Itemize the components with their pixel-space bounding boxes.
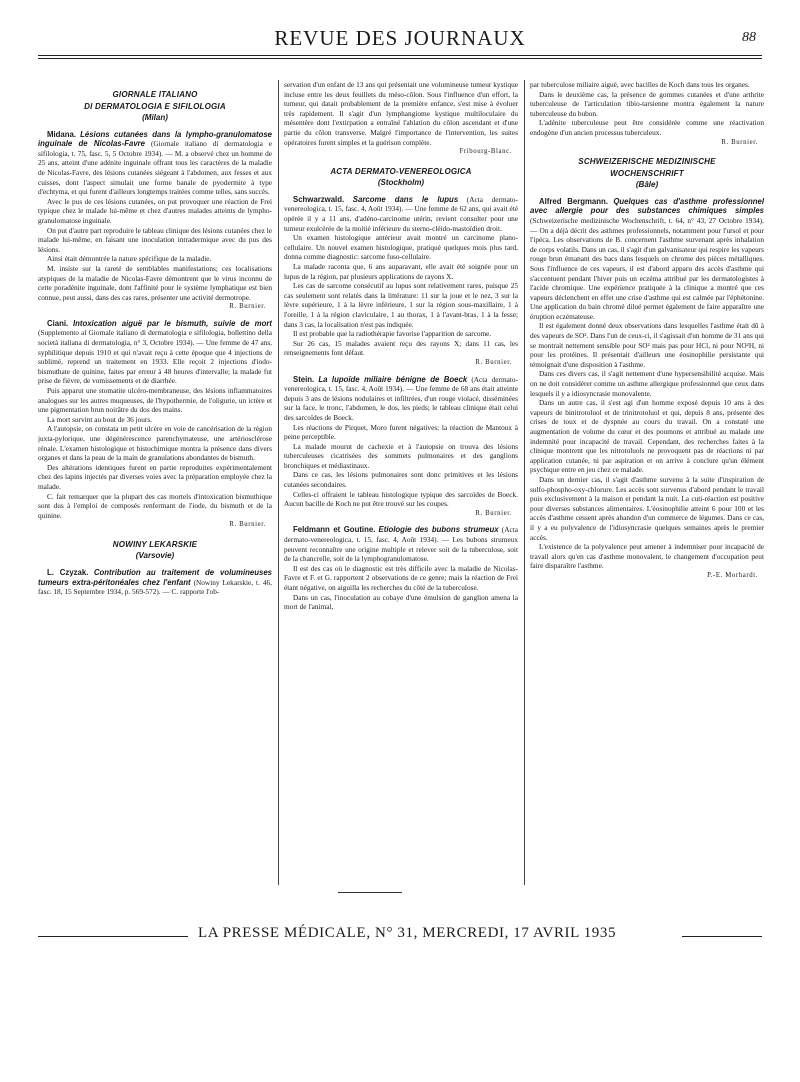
footer-text: LA PRESSE MÉDICALE, N° 31, MERCREDI, 17 AVRIL 1935: [198, 925, 617, 941]
article-abstract: [284, 195, 518, 233]
article-title: Etiologie des bubons strumeux: [378, 525, 499, 535]
reviewer-signature: Fribourg-Blanc.: [459, 148, 512, 156]
article-author: Alfred Bergmann.: [539, 196, 608, 206]
reviewer-signature: P.-E. Morhardt.: [707, 571, 758, 579]
running-head: [38, 26, 762, 54]
footer-rule-left: [38, 936, 188, 937]
journal-city: (Varsovie): [135, 551, 175, 561]
paragraph: Dans ce cas, les lésions pulmonaires sont donc primitives et les lésions cutanées secondaires.: [284, 470, 518, 490]
paragraph: Les réactions de Pirquet, Moro furent négatives; la réaction de Mantoux à peine perceptible.: [284, 422, 518, 442]
article-text: (Acta dermato-venereologica, t. 15, fasc. 4, Août 1934). — Une femme de 68 ans était atteinte depuis 3 ans de lésions nodulaires et infiltrées, d'un rouge violacé, disséminées sur la face, le tronc, l'abdomen, le dos, les pieds; le tableau clinique était celui des sarcoïdes de Boeck.: [284, 374, 518, 422]
article-author: Schwarzwald.: [293, 194, 345, 204]
footer-rule-right: [682, 936, 762, 937]
paragraph: La malade raconta que, 6 ans auparavant, elle avait été soignée pour un lupus de la région, par plusieurs applications de rayons X.: [284, 262, 518, 281]
column-1: [38, 80, 272, 880]
paragraph: Dans un autre cas, il s'est agi d'un homme exposé depuis 10 ans à des vapeurs de binitrotoluol et de trinitrotoluol et qui, depuis 8 ans, présente des crises de toux et de dyspnée au cours du travail. On a constaté une augmentation de volume du cœur et des poumons et attribué au malade une indemnité pour incapacité de travail. Cependant, des recherches faites à la clinique montrent que les nitrotoluols ne provoquent pas de réactions ni par application cutanée, ni par aspiration et on arrive à conclure qu'un élément psychique entre en jeu chez ce malade.: [530, 398, 764, 475]
article-author: Stein.: [293, 374, 315, 384]
paragraph: Sur 26 cas, 15 malades avaient reçu des rayons X; dans 11 cas, les renseignements font défaut.: [284, 338, 518, 358]
article-text: (Nowiny Lekarskie, t. 46, fasc. 18, 15 Septembre 1934, p. 569-572). — C. rapporte l'ob-: [38, 577, 272, 597]
article-title: Lésions cutanées dans la lympho-granulomatose inguinale de Nicolas-Favre: [38, 129, 272, 149]
paragraph: A l'autopsie, on constata un petit ulcère en voie de cancérisation de la région juxta-pylorique, une dégénérescence parenchymateuse, une artériosclérose rénale. L'examen histologique et histochimique montra la présence dans divers organes et dans la peau de la main de granulations abondantes de bismuth.: [38, 424, 272, 463]
paragraph: Celles-ci offraient le tableau histologique typique des sarcoïdes de Boeck. Aucun bacille de Koch ne put être trouvé sur les coupes.: [284, 489, 518, 509]
paragraph: Avec le pus de ces lésions cutanées, on put provoquer une réaction de Frei typique chez le malade lui-même et chez d'autres malades atteints de lympho-granulomatose inguinale.: [38, 196, 272, 225]
column-3: [530, 80, 764, 880]
paragraph: L'existence de la polyvalence peut amener à indemniser pour incapacité de travail alors qu'en cas d'asthme monovalent, le changement d'occupation peut faire disparaître l'asthme.: [530, 542, 764, 571]
article-text: (Giornale italiano di dermatologia e sifilologia, t. 75, fasc. 5, 5 Octobre 1934). — M. a observé chez un homme de 25 ans, atteint d'une adénite inguinale offrant tous les caractères de la maladie de Nicolas-Favre, des lésions cutanées siégeant à l'abdomen, aux fesses et aux cuisses, dont l'aspect simulait une forme banale de pyodermite à type d'echtyma, et qui furent d'ailleurs longtemps traitées comme telles, sans succès.: [38, 139, 272, 197]
header-rule-double: [38, 58, 762, 59]
article-abstract: [284, 375, 518, 423]
journal-city: (Stockholm): [377, 178, 425, 188]
reviewer-signature: R. Burnier.: [229, 303, 266, 311]
article-title: Quelques cas d'asthme professionnel avec allergie pour des substances chimiques simples: [530, 196, 764, 216]
paragraph: Les cas de sarcome consécutif au lupus sont relativement rares, puisque 25 cas seulement sont relatés dans la littérature: 11 sur la joue et le nez, 3 sur la lèvre supérieure, 1 à la lèvre inférieure, 1 sur la région sous-maxillaire, 1 à l'oreille, 1 à la région claviculaire, 1 au thorax, 1 à l'avant-bras, 1 à la fesse; dans 3 cas, la localisation n'est pas indiquée.: [284, 281, 518, 329]
page-footer: [38, 925, 762, 949]
journal-section-heading: WOCHENSCHRIFT: [610, 168, 684, 178]
journal-title: REVUE DES JOURNAUX: [274, 26, 526, 50]
article-text: (Supplemento al Giornale italiano di dermatologia e sifilologia, bollettino della società italiana di dermatologia, n° 3, Octobre 1934). — Une femme de 47 ans, syphilitique depuis 1910 et qui n'avait reçu à cette époque que 4 injections de sublimé, reprend un traitement en 1933. Elle reçoit 2 injections d'iodo-bismuthate de quinine, faites par erreur à 48 heures d'intervalle; la malade fut prise de fièvre, de vomissements et de diarrhée.: [38, 328, 272, 386]
article-author: Feldmann et Goutine.: [293, 525, 376, 535]
reviewer-signature: R. Burnier.: [475, 509, 512, 517]
paragraph: On put d'autre part reproduire le tableau clinique des lésions cutanées chez le malade lui-même, en faisant une inoculation intradermique avec du pus des lésions.: [38, 225, 272, 254]
paragraph: C. fait remarquer que la plupart des cas mortels d'intoxication bismuthique sont dus à l'emploi de composés renfermant de l'iode, du bismuth et de la quinine.: [38, 491, 272, 520]
paragraph: Dans un dernier cas, il s'agit d'asthme survenu à la suite d'inspiration de sulfo-phospho-oxy-chlorure. Les accès sont survenus d'abord pendant le travail puis exclusivement à la maison et pendant la nuit. La cuti-réaction est positive pour diverses substances alimentaires. L'éosinophilie atteint 6 pour 100 et les accès d'asthme cessent après abandon d'un commerce de légumes. Dans ce cas, il y a eu polyvalence de l'idiosyncrasie quelques semaines après le premier accès.: [530, 474, 764, 542]
article-abstract: [284, 525, 518, 563]
article-title: Contribution au traitement de volumineuses tumeurs extra-péritonéales chez l'enfant: [38, 568, 272, 587]
journal-section-heading: GIORNALE ITALIANO: [112, 90, 198, 99]
article-author: L. Czyzak.: [47, 568, 89, 578]
paragraph: La mort survint au bout de 36 jours.: [47, 414, 152, 424]
article-text: (Acta dermato-venereologica, t. 15, fasc. 4, Août 1934). — Une femme de 62 ans, qui avait été opérée il y a 11 ans, d'adéno-carcinome utérin, revient consulter pour une tumeur exulcérée de la moitié inférieure du sterno-cléido-mastoïdien droit.: [284, 194, 518, 233]
article-abstract: [38, 568, 272, 597]
paragraph: La malade mourut de cachexie et à l'autopsie on trouva des lésions tuberculeuses cicatrisées des sommets pulmonaires et des ganglions bronchiques et médiastinaux.: [284, 441, 518, 470]
end-rule: [338, 892, 402, 893]
paragraph: M. insiste sur la rareté de semblables manifestations; ces localisations atypiques de la maladie de Nicolas-Favre démontrent que le virus inconnu de cette poradénite inguinale, dont l'affinité pour le système lymphatique est bien connue, peut aussi, dans des cas rares, présenter une activité dermotrope.: [38, 263, 272, 302]
paragraph: Ainsi était démontrée la nature spécifique de la maladie.: [47, 254, 212, 264]
article-author: Midana.: [47, 129, 77, 139]
paragraph: Dans un cas, l'inoculation au cobaye d'une émulsion de ganglion amena la mort de l'animal,: [284, 592, 518, 612]
paragraph: servation d'un enfant de 13 ans qui présentait une volumineuse tumeur kystique incluse entre les deux feuillets du méso-côlon. Sous l'influence d'un effort, la tumeur, qui datait probablement de la première enfance, s'est mise à évoluer très rapidement. Il s'agit d'un lymphangiome kystique multiloculaire du mésentère dont l'extirpation a entraîné l'ablation du côlon ascendant et d'une partie du côlon transverse. Malgré l'importance de l'intervention, les suites opératoires furent simples et la guérison complète.: [284, 80, 518, 147]
article-text: (Schweizerische medizinische Wochenschrift, t. 64, n° 43, 27 Octobre 1934). — On a déjà décrit des asthmes professionnels, notamment pour l'ursol et pour l'ipéca. Les observations de B. concernent l'asthme survenant après inhalation de corps volatils. Dans un cas, il s'agit d'un galvanisateur qui respire les vapeurs rouge brun émanant des bacs dans lesquels on chrome des pièces métalliques. Sous l'influence de ces vapeurs, il est d'abord apparu des accès d'asthme qui s'accentuent pendant l'hiver puis un eczéma attribué par les dermatologistes à l'acide chromique. Une expérience pratiquée à la clinique a montré que ces vapeurs déclenchent en effet une crise d'asthme qui est calmée par l'éphétonine. Une application du bain chromé dilué permet également de faire apparaître une éruption eczémateuse.: [530, 215, 764, 321]
journal-section-heading: NOWINY LEKARSKIE: [112, 539, 198, 549]
article-title: Intoxication aiguë par le bismuth, suivie de mort: [72, 318, 272, 328]
article-author: Ciani.: [47, 318, 69, 328]
paragraph: Il est également donné deux observations dans lesquelles l'asthme était dû à des vapeurs de SO². Dans l'un de ceux-ci, il s'agissait d'un homme de 31 ans qui se montrait nettement sensible pour SO² mais pas pour HCl, ni pour NO²H, ni pour les protéines. Il présentait d'ailleurs une éosinophilie persistante qui témoignait d'une disposition à l'asthme.: [530, 321, 764, 369]
column-2: [284, 80, 518, 880]
paragraph: Des altérations identiques furent en partie reproduites expérimentalement chez des lapins injectés par diverses voies avec la préparation employée chez la malade.: [38, 462, 272, 491]
journal-section-heading: DI DERMATOLOGIA E SIFILOLOGIA: [84, 101, 226, 111]
column-divider: [278, 80, 279, 885]
journal-city: (Bâle): [635, 180, 659, 190]
article-title: La lupoïde miliaire bénigne de Boeck: [318, 374, 468, 384]
paragraph: Il est probable que la radiothérapie favorise l'apparition de sarcome.: [293, 329, 492, 339]
article-abstract: [530, 197, 764, 322]
reviewer-signature: R. Burnier.: [475, 358, 512, 366]
page-number: 88: [742, 30, 756, 45]
article-text: (Acta dermato-venereologica, t. 15, fasc. 4, Août 1934). — Les bubons strumeux peuvent reconnaître une origine multiple et relever soit de la tuberculose, soit de la chancrelle, soit de la lymphogranulomatose.: [284, 525, 518, 564]
paragraph: par tuberculose miliaire aiguë, avec bacilles de Koch dans tous les organes.: [530, 80, 750, 89]
paragraph: Un examen histologique antérieur avait montré un carcinome plano-cellulaire. Un nouvel examen histologique, pratiqué quelques mois plus tard, donna comme diagnostic: sarcome fuso-cellulaire.: [284, 233, 518, 262]
paragraph: Il est des cas où le diagnostic est très difficile avec la maladie de Nicolas-Favre et F. et G. rapportent 2 observations de ce genre; mais la réaction de Frei étant négative, on aiguilla les recherches du côté de la tuberculose.: [284, 563, 518, 592]
header-rule: [38, 55, 762, 56]
article-title: Sarcome dans le lupus: [352, 194, 459, 204]
article-abstract: [38, 319, 272, 386]
reviewer-signature: R. Burnier.: [721, 138, 758, 146]
journal-section-heading: SCHWEIZERISCHE MEDIZINISCHE: [578, 157, 716, 167]
reviewer-signature: R. Burnier.: [229, 521, 266, 529]
journal-city: (Milan): [142, 113, 168, 122]
paragraph: L'adénite tuberculeuse peut être considérée comme une réactivation endogène d'un ancien processus tuberculeux.: [530, 118, 764, 137]
paragraph: Dans ces divers cas, il s'agit nettement d'une hypersensibilité acquise. Mais on ne doit considérer comme un asthme allergique professionnel que ceux dans lesquels il y a idiosyncrasie monovalente.: [530, 369, 764, 398]
paragraph: Puis apparut une stomatite ulcéro-membraneuse, des lésions inflammatoires analogues sur les autres muqueuses, de l'hypothermie, de l'oligurie, un ictère et une pigmentation brun noirâtre du dos des mains.: [38, 386, 272, 415]
column-divider: [524, 80, 525, 885]
text-columns: [38, 80, 764, 880]
paragraph: Dans le deuxième cas, la présence de gommes cutanées et d'une arthrite tuberculeuse de l'articulation tibio-tarsienne montra également la nature tuberculeuse du bubon.: [530, 89, 764, 118]
article-abstract: [38, 130, 272, 197]
journal-section-heading: ACTA DERMATO-VENEREOLOGICA: [330, 166, 472, 176]
